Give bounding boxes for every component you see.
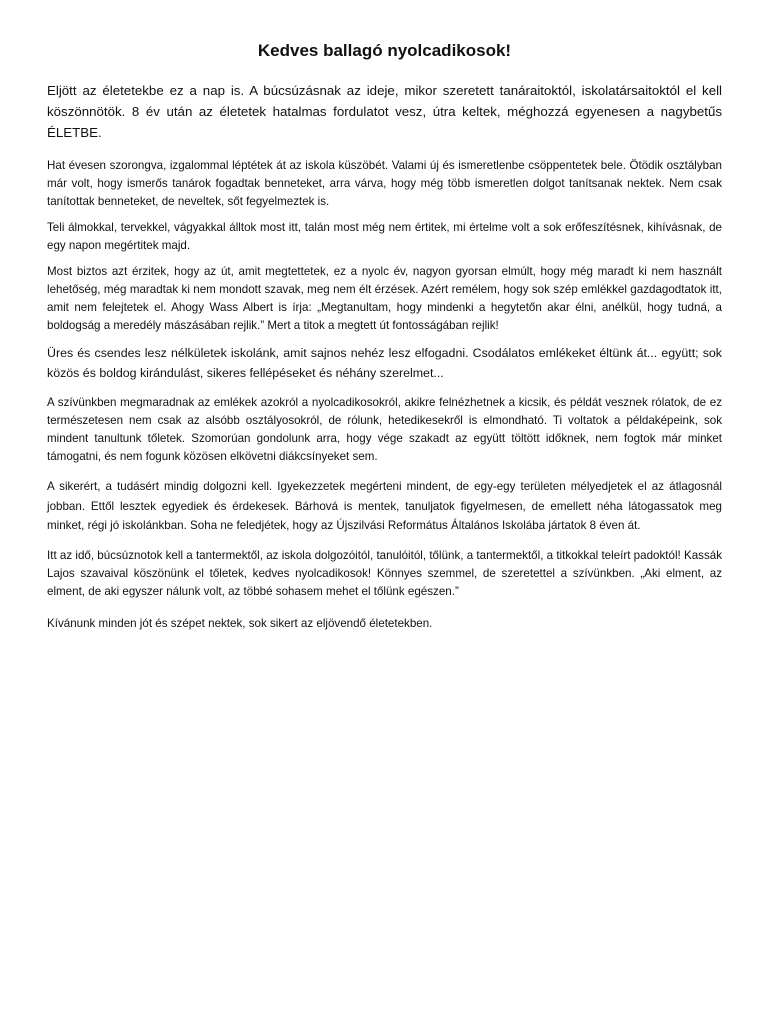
paragraph-3: Most biztos azt érzitek, hogy az út, amit megtettetek, ez a nyolc év, nagyon gyorsan elmúlt, hogy még maradt ki nem használt lehetőség, még maradtak ki nem mondott szavak, meg nem élt érzések. Azért remélem, hogy sok szép emlékkel gazdagodtatok itt, amit nem felejtetek el. Ahogy Wass Albert is írja: „Megtanultam, hogy mindenki a hegytetőn akar élni, anélkül, hogy tudná, a boldogság a meredély mászásában rejlik.” Mert a titok a megtett út fontosságában rejlik! (47, 265, 722, 332)
paragraph-8: Kívánunk minden jót és szépet nektek, sok sikert az eljövendő életetekben. (47, 616, 433, 630)
document-title: Kedves ballagó nyolcadikosok! (257, 41, 512, 60)
paragraph-6: A sikerért, a tudásért mindig dolgozni kell. Igyekezzetek megérteni mindent, de egy-egy területen mélyedjetek el az átlagosnál jobban. Ettől lesztek egyediek és érdekesek. Bárhová is mentek, tanuljatok figyelmesen, de emellett néha látogassatok meg minket, régi jó iskolánkban. Soha ne feledjétek, hogy az Újszilvási Református Általános Iskolába jártatok 8 éven át. (47, 480, 722, 532)
paragraph-7: Itt az idő, búcsúznotok kell a tantermektől, az iskola dolgozóitól, tanulóitól, tőlünk, a tantermektől, a titkokkal teleírt padoktól! Kassák Lajos szavaival köszönünk el tőletek, kedves nyolcadikosok! Könnyes szemmel, de szeretettel a szívünkben. „Aki elment, az elment, de aki egyszer nálunk volt, az többé sohasem mehet el tőlünk egészen.” (47, 548, 722, 598)
paragraph-4: Üres és csendes lesz nélkületek iskolánk, amit sajnos nehéz lesz elfogadni. Csodálatos emlékeket éltünk át... együtt; sok közös és boldog kirándulást, sikeres fellépéseket és néhány szerelmet... (47, 346, 722, 380)
paragraph-2: Teli álmokkal, tervekkel, vágyakkal álltok most itt, talán most még nem értitek, mi értelme volt a sok erőfeszítésnek, kihívásnak, de egy napon megértitek majd. (47, 221, 722, 252)
paragraph-1: Hat évesen szorongva, izgalommal léptétek át az iskola küszöbét. Valami új és ismeretlenbe csöppentetek bele. Ötödik osztályban már volt, hogy ismerős tanárok fogadtak benneteket, arra várva, hogy még több ismeretlen dolgot tanítsanak nektek. Nem csak tanítottak benneteket, de neveltek, sőt fegyelmeztek is. (47, 159, 722, 208)
intro-paragraph: Eljött az életetekbe ez a nap is. A búcsúzásnak az ideje, mikor szeretett tanáraitoktól, iskolatársaitoktól el kell köszönnötök. 8 év után az életetek hatalmas fordulatot vesz, útra keltek, méghozzá egyenesen a nagybetűs ÉLETBE. (47, 83, 722, 140)
paragraph-5: A szívünkben megmaradnak az emlékek azokról a nyolcadikosokról, akikre felnézhetnek a kicsik, és példát vesznek rólatok, de ez természetesen nem csak az alsóbb osztályosokról, de rólunk, hetedikesekről is elmondható. Ti voltatok a példaképeink, sok mindent tanultunk tőletek. Szomorúan gondolunk arra, hogy vége szakadt az együtt töltött időknek, nem fogtok már minket támogatni, és nem fogunk közösen elkövetni diákcsínyeket sem. (47, 396, 722, 463)
